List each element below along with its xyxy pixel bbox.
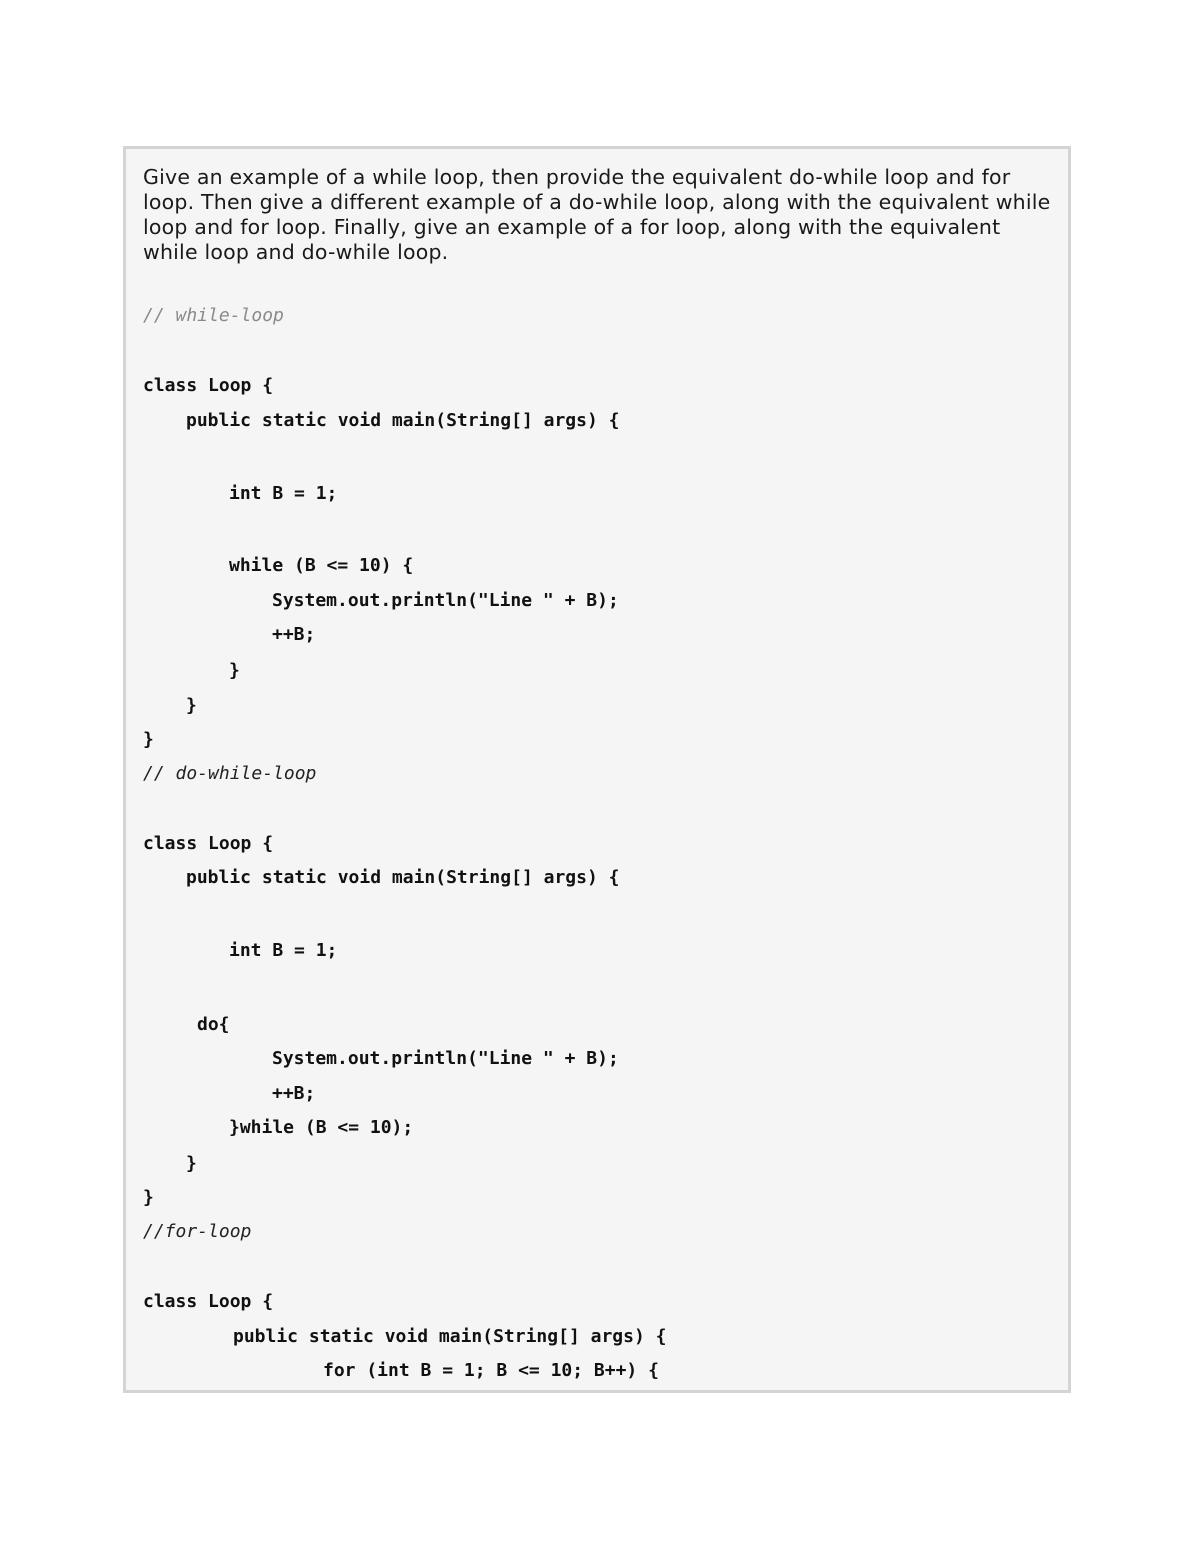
code-line: public static void main(String[] args) { [233,1326,667,1347]
code-line: System.out.println("Line " + B); [272,1048,619,1069]
code-line: }while (B <= 10); [229,1117,414,1138]
code-line: for (int B = 1; B <= 10; B++) { [323,1360,659,1381]
while-loop-comment: // while-loop [143,305,284,326]
code-line: } [143,1187,154,1208]
code-line: System.out.println("Line " + B); [272,590,619,611]
code-line: int B = 1; [229,483,338,504]
do-while-loop-comment: // do-while-loop [143,763,317,784]
code-line: class Loop { [143,1291,274,1312]
code-line: } [143,729,154,750]
code-line: public static void main(String[] args) { [186,867,620,888]
code-line: } [186,695,197,716]
code-line: ++B; [272,624,316,645]
code-line: while (B <= 10) { [229,555,414,576]
for-loop-comment: //for-loop [143,1221,252,1242]
code-line: int B = 1; [229,940,338,961]
code-line: class Loop { [143,833,274,854]
code-line: public static void main(String[] args) { [186,410,620,431]
code-line: } [229,660,240,681]
document-page [123,146,1071,1393]
code-line: do{ [197,1014,230,1035]
code-line: ++B; [272,1083,316,1104]
question-text: Give an example of a while loop, then provide the equivalent do-while loop and for loop. Then give a different example of a do-while loop, along with the equivalent while loop and for loop. Finally, give an example of a for loop, along with the equivalent while loop and do-while loop. [143,165,1051,264]
code-line: class Loop { [143,375,274,396]
code-line: } [186,1153,197,1174]
